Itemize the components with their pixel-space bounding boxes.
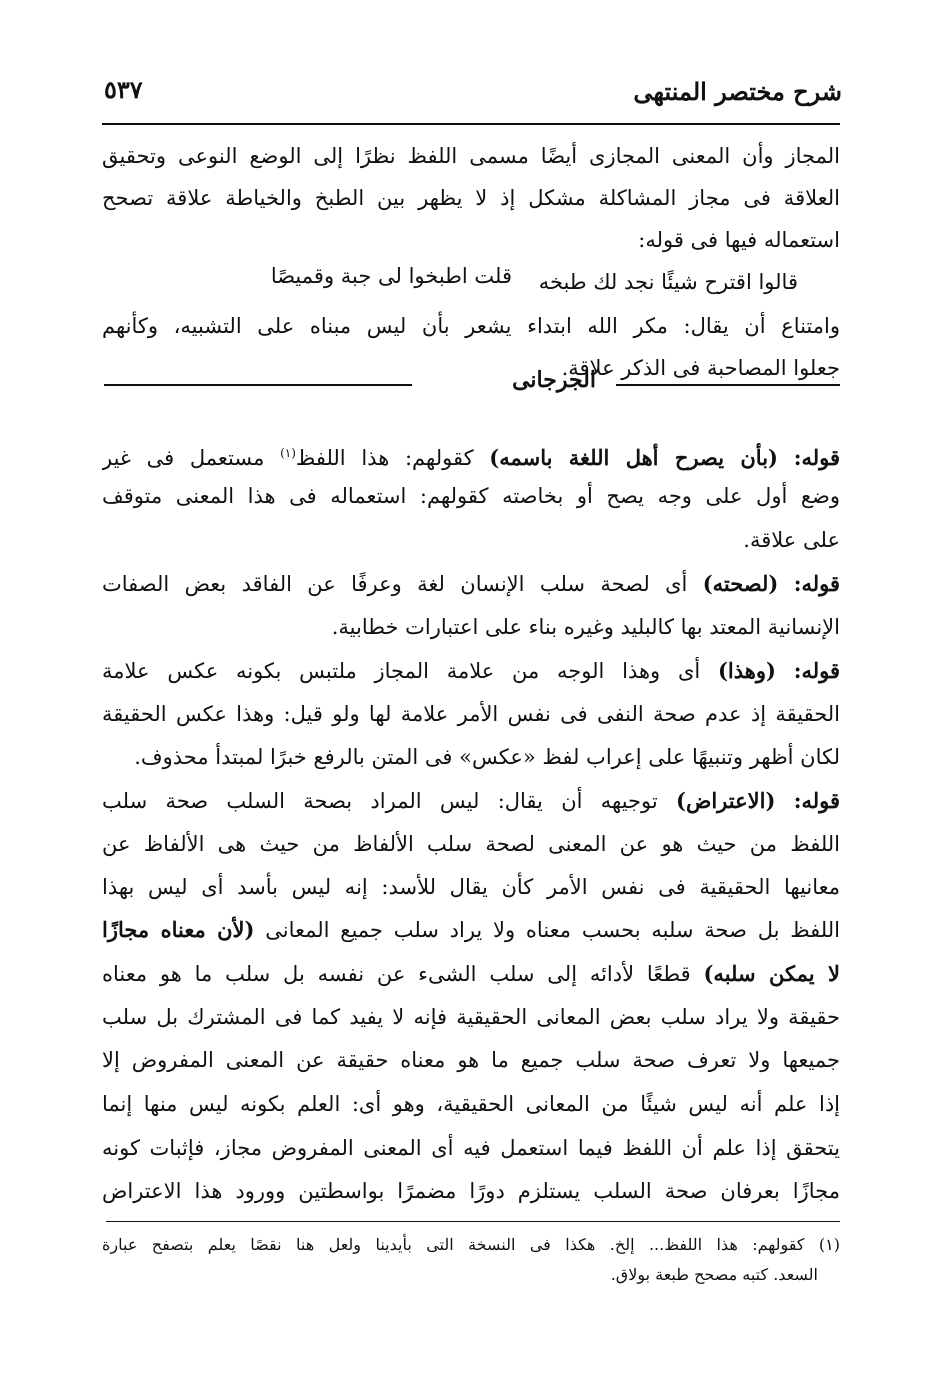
text-line: مجازًا بعرفان صحة السلب يستلزم دورًا مضمرًا بواسطتين وورود هذا الاعتراض — [102, 1179, 840, 1203]
footnote-line: السعد. كتبه مصحح طبعة بولاق. — [610, 1265, 818, 1284]
text-segment: توجيهه أن يقال: ليس المراد بصحة السلب صحة سلب — [102, 789, 658, 813]
text-line: لكان أظهر وتنبيهًا على إعراب لفظ «عكس» فى المتن بالرفع خبرًا لمبتدأ محذوف. — [134, 745, 840, 769]
verse-hemistich-right: قالوا اقترح شيئًا نجد لك طبخه — [538, 270, 798, 294]
text-line — [102, 656, 840, 686]
qawluh-label: قوله: — [793, 658, 840, 683]
text-line — [102, 569, 840, 599]
footnote-rule — [106, 1221, 840, 1222]
text-line: وضع أول على وجه يصح أو بخاصته كقولهم: استعماله فى هذا المعنى متوقف — [102, 484, 840, 508]
text-line — [102, 959, 840, 989]
text-line: العلاقة فى مجاز المشاكلة مشكل إذ لا يظهر بين الطبخ والخياطة علاقة تصحح — [102, 186, 840, 210]
text-line — [102, 438, 840, 473]
separator-rule-right — [616, 384, 840, 386]
text-segment: اللفظ بل صحة سلبه بحسب معناه ولا يراد سلب جميع المعانى — [265, 918, 840, 942]
text-line: جعلوا المصاحبة فى الذكر علاقة. — [561, 356, 840, 380]
running-header-title: شرح مختصر المنتهى — [633, 77, 842, 106]
section-separator — [104, 367, 840, 401]
qawluh-label: قوله: — [793, 571, 840, 596]
text-line: حقيقة ولا يراد سلب بعض المعانى الحقيقية فإنه لا يفيد كما فى المشترك بل سلب — [102, 1005, 840, 1029]
matn-quote: (الاعتراض) — [676, 788, 776, 813]
text-segment: مستعمل فى غير — [102, 446, 265, 470]
section-title: الجرجانى — [512, 367, 596, 393]
text-line: المجاز وأن المعنى المجازى أيضًا مسمى اللفظ نظرًا إلى الوضع النوعى وتحقيق — [102, 144, 840, 168]
text-line: الإنسانية المعتد بها كالبليد وغيره بناء على اعتبارات خطابية. — [331, 615, 840, 639]
text-line: وامتناع أن يقال: مكر الله ابتداء يشعر بأن ليس مبناه على التشبيه، وكأنهم — [102, 314, 840, 338]
text-line — [102, 786, 840, 816]
qawluh-label: قوله: — [793, 788, 840, 813]
text-line: على علاقة. — [743, 528, 840, 552]
text-line: استعماله فيها فى قوله: — [638, 228, 840, 252]
page-number: ٥٣٧ — [104, 75, 143, 104]
verse-hemistich-left: قلت اطبخوا لى جبة وقميصًا — [270, 264, 512, 288]
footnote-marker: (١) — [280, 446, 296, 460]
matn-quote: (بأن يصرح أهل اللغة باسمه) — [489, 445, 778, 470]
text-line: إذا علم أنه ليس شيئًا من المعانى الحقيقية، وهو أى: العلم بكونه ليس منها إنما — [102, 1092, 840, 1116]
text-line: الحقيقة إذ عدم صحة النفى فى نفس الأمر علامة لها ولو قيل: وهذا عكس الحقيقة — [102, 702, 840, 726]
footnote-line: (١) كقولهم: هذا اللفظ... إلخ. هكذا فى النسخة التى بأيدينا ولعل هنا نقصًا يعلم بتصفح عبارة — [102, 1235, 840, 1254]
header-rule — [102, 123, 840, 125]
matn-quote: (وهذا) — [717, 658, 776, 683]
separator-rule-left — [104, 384, 412, 386]
text-line: يتحقق إذا علم أن اللفظ فيما استعمل فيه أى المعنى المفروض مجاز، فإثبات كونه — [102, 1136, 840, 1160]
text-segment: أى وهذا الوجه من علامة المجاز ملتبس بكونه عكس علامة — [102, 659, 701, 683]
matn-quote: لا يمكن سلبه) — [703, 961, 840, 986]
text-segment: قطعًا لأدائه إلى سلب الشىء عن نفسه بل سلب ما هو معناه — [102, 962, 691, 986]
qawluh-label: قوله: — [793, 445, 840, 470]
text-line: اللفظ من حيث هو عن المعنى لصحة سلب الألفاظ من حيث هى الألفاظ عن — [102, 832, 840, 856]
matn-quote: (لصحته) — [702, 571, 779, 596]
text-segment: كقولهم: هذا اللفظ — [295, 446, 474, 470]
text-line: جميعها ولا تعرف صحة سلب جميع ما هو معناه حقيقة عن المعنى المفروض إلا — [102, 1048, 840, 1072]
text-line: معانيها الحقيقية فى نفس الأمر كأن يقال للأسد: إنه ليس بأسد أى ليس بهذا — [102, 875, 840, 899]
matn-quote: (لأن معناه مجازًا — [102, 917, 255, 942]
text-line — [102, 915, 840, 945]
text-segment: أى لصحة سلب الإنسان لغة وعرفًا عن الفاقد بعض الصفات — [102, 572, 688, 596]
